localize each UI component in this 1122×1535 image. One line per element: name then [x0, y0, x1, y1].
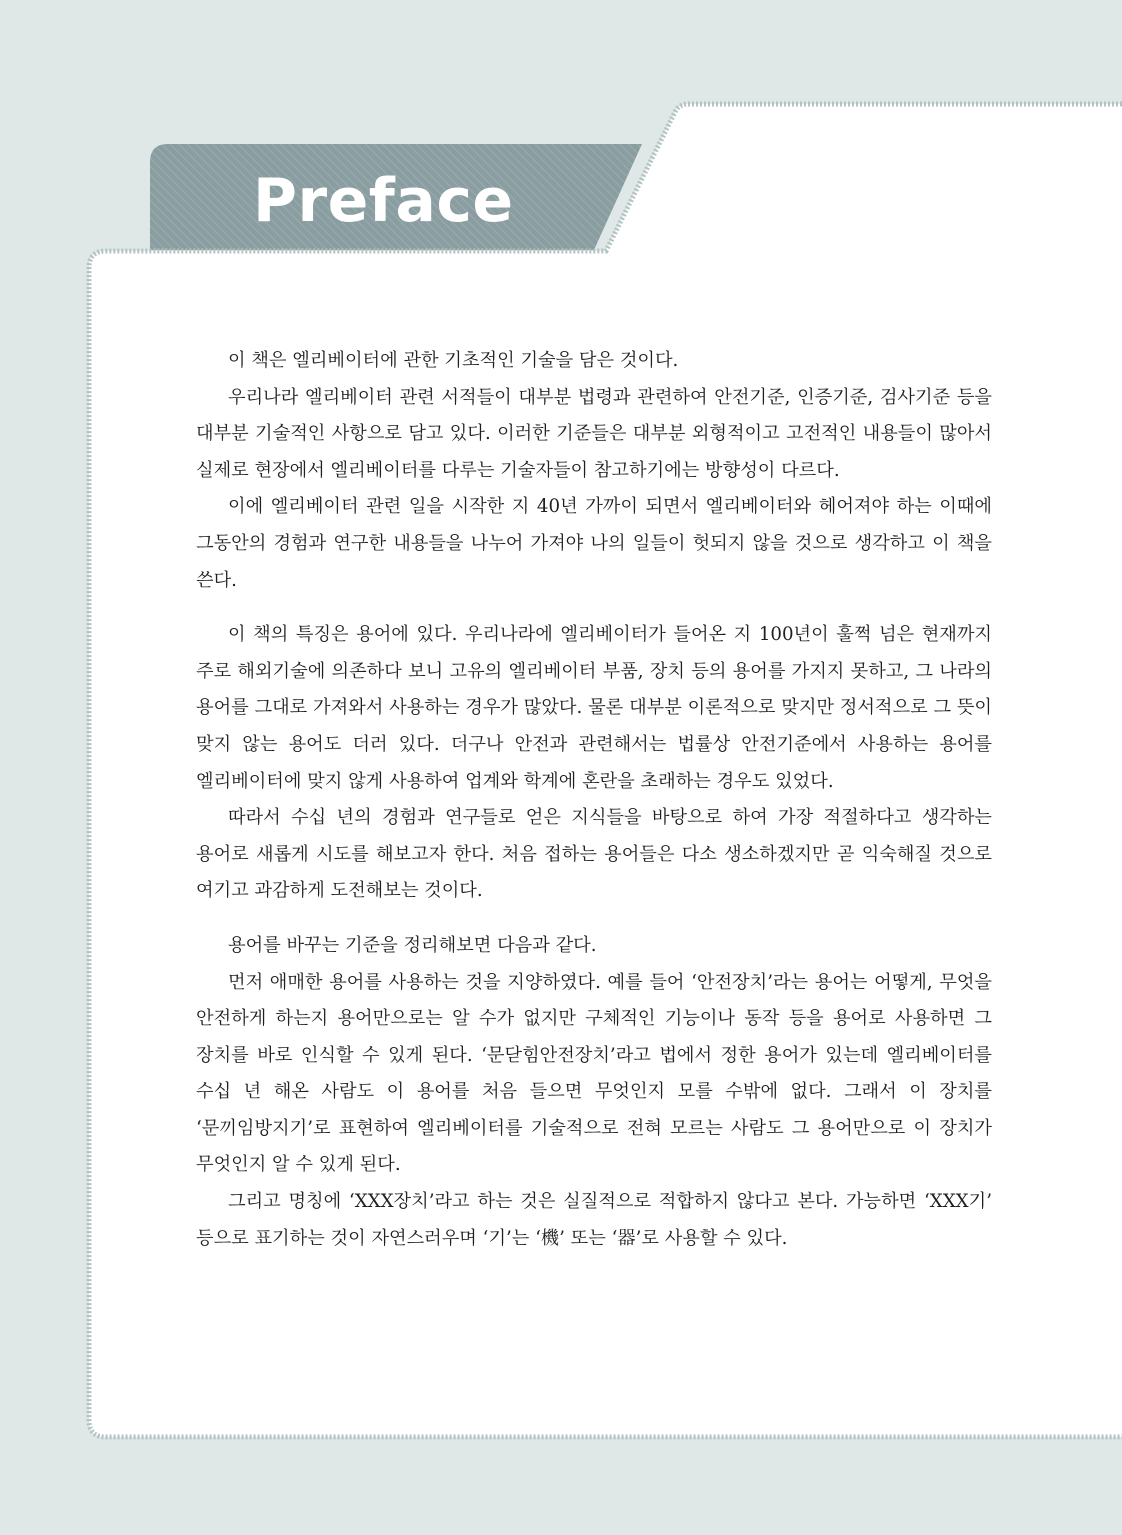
paragraph: 이에 엘리베이터 관련 일을 시작한 지 40년 가까이 되면서 엘리베이터와 헤어져야 하는 이때에 그동안의 경험과 연구한 내용들을 나누어 가져야 나의 일들이 헛되지 않을 것으로 생각하고 이 책을 쓴다. [196, 496, 992, 591]
preface-body [196, 343, 992, 1257]
paragraph: 따라서 수십 년의 경험과 연구들로 얻은 지식들을 바탕으로 하여 가장 적절하다고 생각하는 용어로 새롭게 시도를 해보고자 한다. 처음 접하는 용어들은 다소 생소하겠지만 곧 익숙해질 것으로 여기고 과감하게 도전해보는 것이다. [196, 807, 992, 902]
paragraph: 이 책의 특징은 용어에 있다. 우리나라에 엘리베이터가 들어온 지 100년이 훌쩍 넘은 현재까지 주로 해외기술에 의존하다 보니 고유의 엘리베이터 부품, 장치 등의 용어를 가지지 못하고, 그 나라의 용어를 그대로 가져와서 사용하는 경우가 많았다. 물론 대부분 이론적으로 맞지만 정서적으로 그 뜻이 맞지 않는 용어도 더러 있다. 더구나 안전과 관련해서는 법률상 안전기준에서 사용하는 용어를 엘리베이터에 맞지 않게 사용하여 업계와 학계에 혼란을 초래하는 경우도 있었다. [196, 624, 992, 792]
paragraph: 이 책은 엘리베이터에 관한 기초적인 기술을 담은 것이다. [228, 350, 679, 371]
paragraph: 용어를 바꾸는 기준을 정리해보면 다음과 같다. [228, 934, 597, 956]
page-title: Preface [253, 166, 514, 236]
paragraph: 먼저 애매한 용어를 사용하는 것을 지양하였다. 예를 들어 ‘안전장치’라는 용어는 어떻게, 무엇을 안전하게 하는지 용어만으로는 알 수가 없지만 구체적인 기능이나 동작 등을 용어로 사용하면 그 장치를 바로 인식할 수 있게 된다. ‘문닫힘안전장치’라고 법에서 정한 용어가 있는데 엘리베이터를 수십 년 해온 사람도 이 용어를 처음 들으면 무엇인지 모를 수밖에 없다. 그래서 이 장치를 ‘문끼임방지기’로 표현하여 엘리베이터를 기술적으로 전혀 모르는 사람도 그 용어만으로 이 장치가 무엇인지 알 수 있게 된다. [196, 971, 992, 1176]
paragraph: 그리고 명칭에 ‘XXX장치’라고 하는 것은 실질적으로 적합하지 않다고 본다. 가능하면 ‘XXX기’ 등으로 표기하는 것이 자연스러우며 ‘기’는 ‘機’ 또는 ‘器’로 사용할 수 있다. [196, 1191, 992, 1249]
paragraph: 우리나라 엘리베이터 관련 서적들이 대부분 법령과 관련하여 안전기준, 인증기준, 검사기준 등을 대부분 기술적인 사항으로 담고 있다. 이러한 기준들은 대부분 외형적이고 고전적인 내용들이 많아서 실제로 현장에서 엘리베이터를 다루는 기술자들이 참고하기에는 방향성이 다르다. [196, 386, 992, 481]
